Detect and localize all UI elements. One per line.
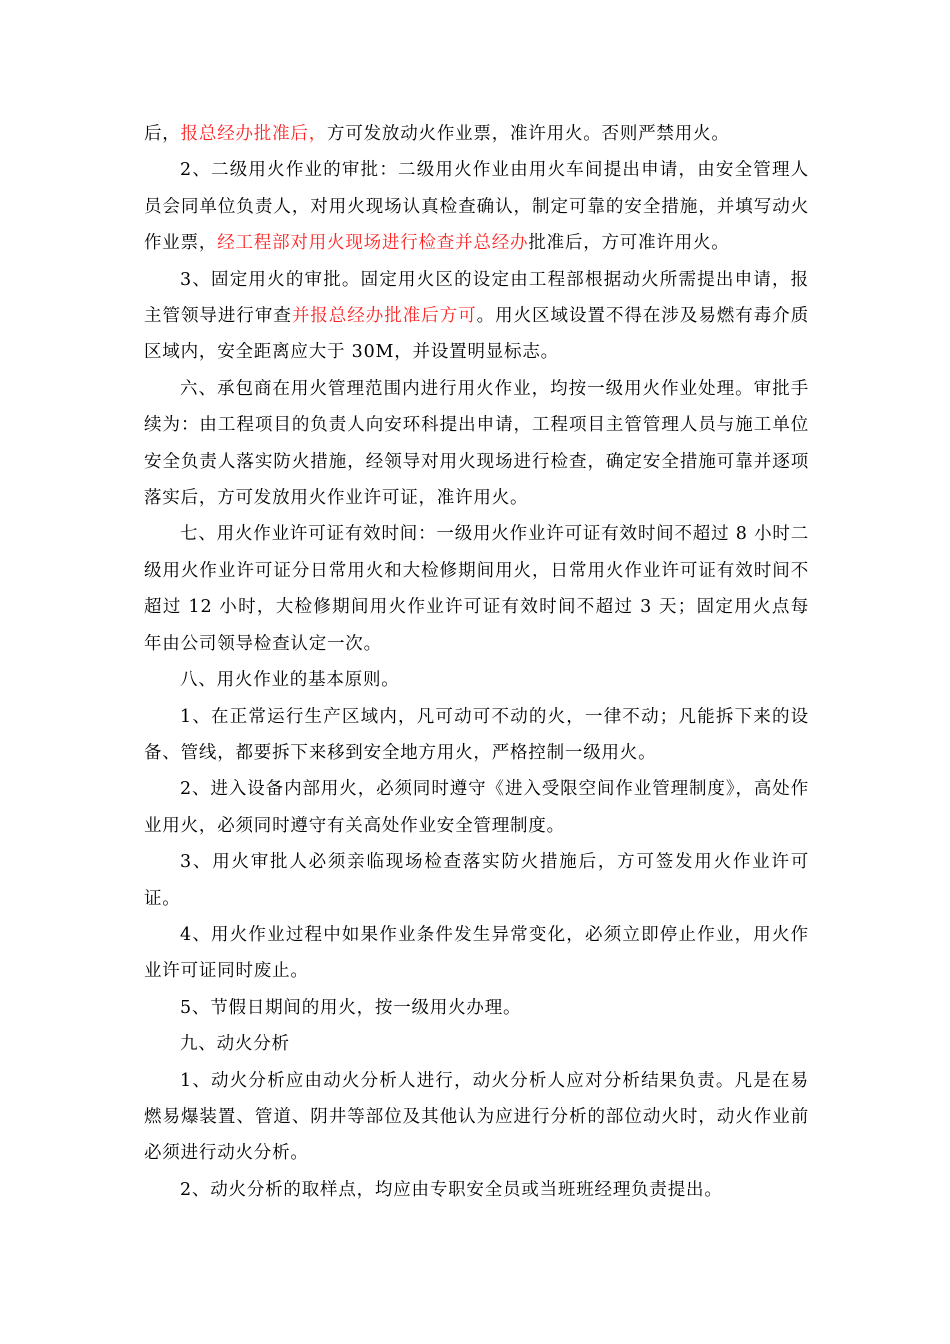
body-paragraph <box>144 1026 809 1062</box>
body-paragraph <box>144 516 809 662</box>
paragraph-text: 3、用火审批人必须亲临现场检查落实防火措施后，方可签发用火作业许可证。 <box>144 852 809 909</box>
paragraph-text: 六、承包商在用火管理范围内进行用火作业，均按一级用火作业处理。审批手续为：由工程项目的负责人向安环科提出申请，工程项目主管管理人员与施工单位安全负责人落实防火措施，经领导对用火现场进行检查，确定安全措施可靠并逐项落实后，方可发放用火作业许可证，准许用火。 <box>144 378 809 509</box>
paragraph-text: 1、动火分析应由动火分析人进行，动火分析人应对分析结果负责。凡是在易燃易爆装置、管道、阴井等部位及其他认为应进行分析的部位动火时，动火作业前必须进行动火分析。 <box>144 1070 809 1164</box>
document-body <box>144 116 809 1208</box>
body-paragraph <box>144 844 809 917</box>
highlighted-text: 报总经办批准后， <box>180 124 328 144</box>
body-paragraph <box>144 1172 809 1208</box>
body-paragraph <box>144 662 809 698</box>
paragraph-text: 七、用火作业许可证有效时间：一级用火作业许可证有效时间不超过 8 小时二级用火作业许可证分日常用火和大检修期间用火，日常用火作业许可证有效时间不超过 12 小时，大检修期间用火作业许可证有效时间不超过 3 天；固定用火点每年由公司领导检查认定一次。 <box>144 524 809 654</box>
paragraph-text: 2、动火分析的取样点，均应由专职安全员或当班班经理负责提出。 <box>180 1179 723 1200</box>
body-paragraph <box>144 699 809 772</box>
paragraph-text: 九、动火分析 <box>180 1034 290 1055</box>
paragraph-text: 1、在正常运行生产区域内，凡可动可不动的火，一律不动；凡能拆下来的设备、管线，都要拆下来移到安全地方用火，严格控制一级用火。 <box>144 706 809 763</box>
paragraph-text: 八、用火作业的基本原则。 <box>180 670 400 691</box>
body-paragraph <box>144 771 809 844</box>
body-paragraph <box>144 990 809 1026</box>
highlighted-text: 并报总经办批准后方可 <box>291 306 477 327</box>
highlighted-text: 经工程部对用火现场进行检查并总经办 <box>217 233 529 254</box>
body-paragraph <box>144 262 809 371</box>
body-paragraph <box>144 1063 809 1172</box>
paragraph-text: 批准后，方可准许用火。 <box>528 233 730 254</box>
paragraph-text: 4、用火作业过程中如果作业条件发生异常变化，必须立即停止作业，用火作业许可证同时废止。 <box>144 924 809 982</box>
paragraph-text: 2、进入设备内部用火，必须同时遵守《进入受限空间作业管理制度》，高处作业用火，必须同时遵守有关高处作业安全管理制度。 <box>144 779 809 836</box>
paragraph-text: 方可发放动火作业票，准许用火。否则严禁用火。 <box>327 124 730 144</box>
body-paragraph <box>144 152 809 261</box>
paragraph-text: 5、节假日期间的用火，按一级用火办理。 <box>180 997 522 1018</box>
body-paragraph <box>144 917 809 990</box>
paragraph-text: 。用火区域设置不得在涉及易燃有毒介质区域内，安全距离应大于 30M，并设置明显标志。 <box>144 306 810 363</box>
paragraph-text: 后， <box>144 124 181 144</box>
paragraph-text: 2、二级用火作业的审批：二级用火作业由用火车间提出申请，由安全管理人员会同单位负责人，对用火现场认真检查确认，制定可靠的安全措施，并填写动火作业票， <box>144 160 809 254</box>
body-paragraph <box>144 116 809 152</box>
body-paragraph <box>144 371 809 517</box>
paragraph-text: 3、固定用火的审批。固定用火区的设定由工程部根据动火所需提出申请，报主管领导进行审查 <box>144 269 809 327</box>
